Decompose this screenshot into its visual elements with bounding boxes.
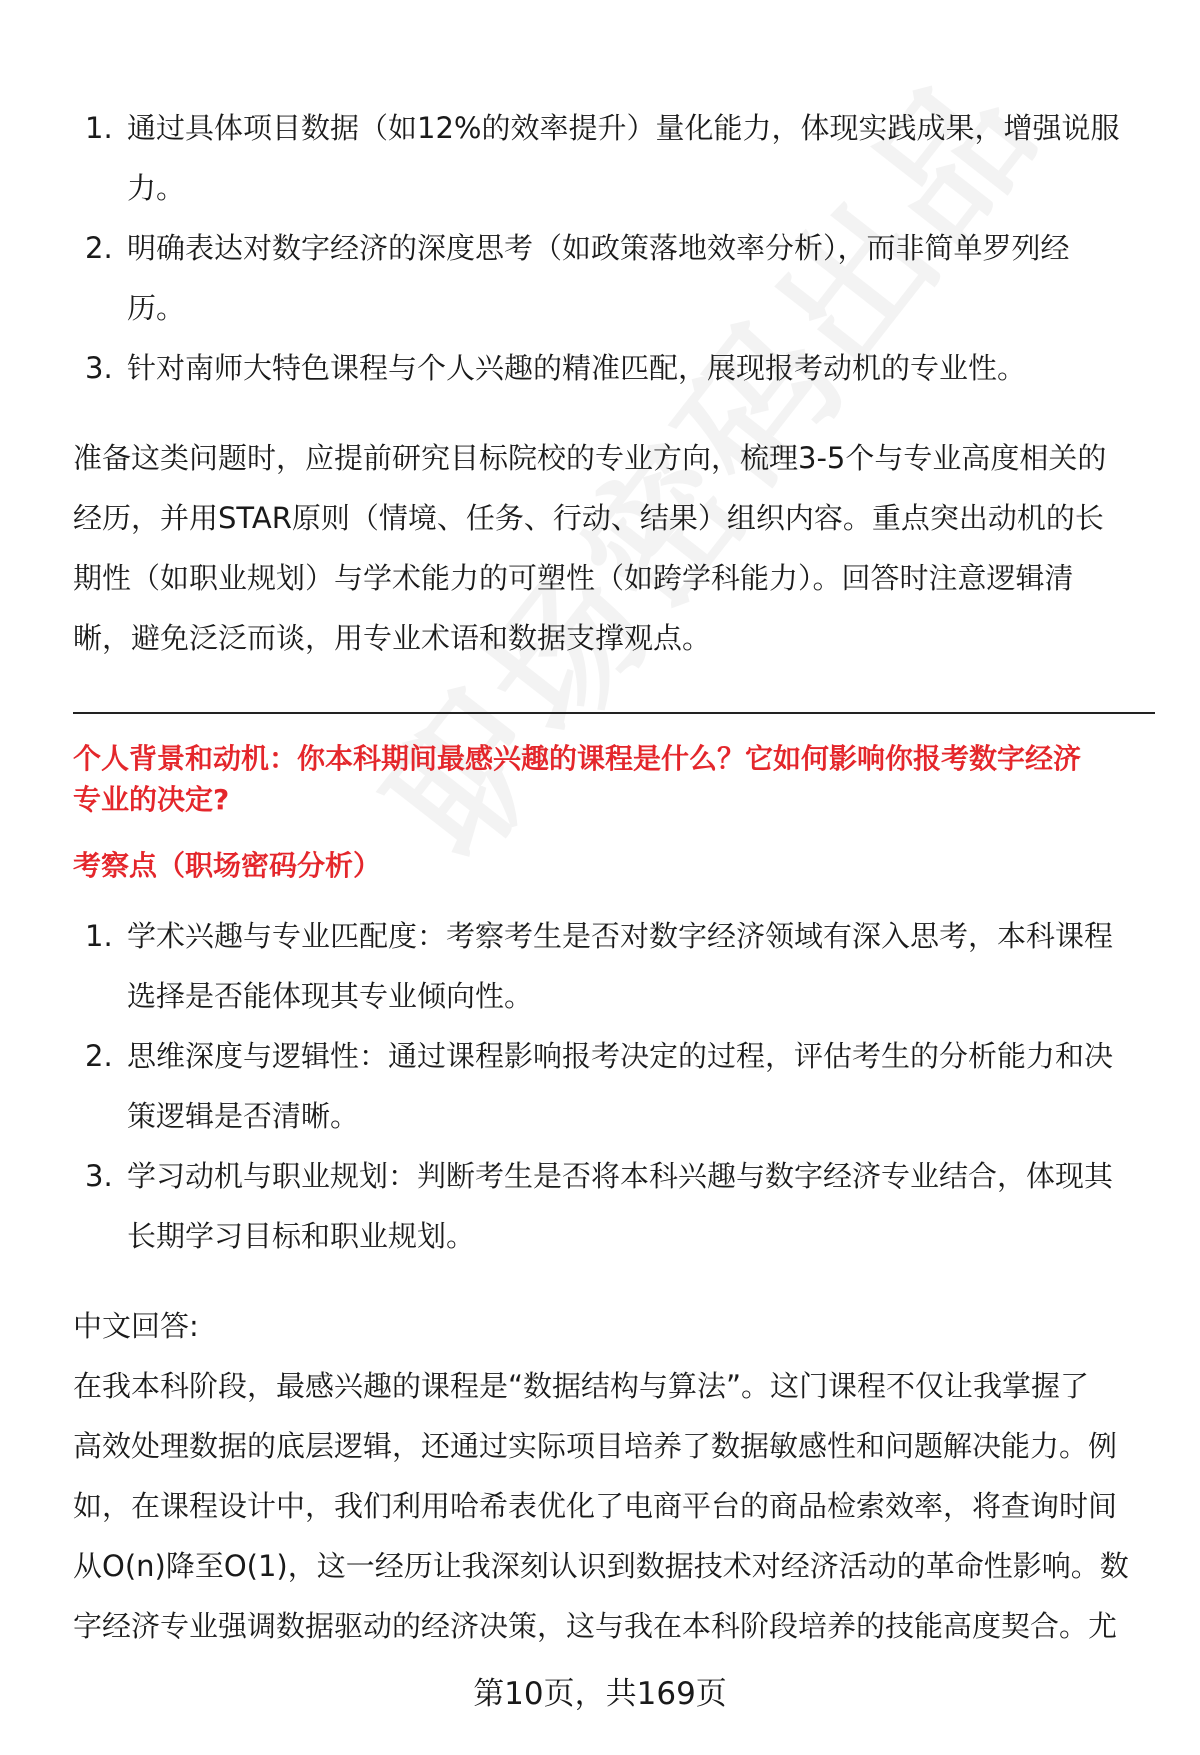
section-divider: [73, 712, 1155, 714]
paragraph-line: 在我本科阶段，最感兴趣的课程是“数据结构与算法”。这门课程不仅让我掌握了: [73, 1369, 1090, 1403]
page-number-footer: 第10页，共169页: [473, 1676, 727, 1712]
list-number: 3.: [85, 351, 113, 385]
list-number: 1.: [85, 919, 113, 953]
list-text-line: 学习动机与职业规划：判断考生是否将本科兴趣与数字经济专业结合，体现其: [127, 1159, 1114, 1193]
list-item: [73, 1146, 1153, 1266]
list-number: 1.: [85, 111, 113, 145]
list-number: 2.: [85, 231, 113, 265]
paragraph-line: 期性（如职业规划）与学术能力的可塑性（如跨学科能力）。回答时注意逻辑清: [73, 561, 1074, 595]
list-number: 2.: [85, 1039, 113, 1073]
prep-paragraph: [73, 428, 1153, 668]
list-item: [73, 338, 1153, 398]
strength-list: [73, 98, 1153, 398]
analysis-list: [73, 906, 1153, 1266]
paragraph-line: 准备这类问题时，应提前研究目标院校的专业方向，梳理3-5个与专业高度相关的: [73, 441, 1107, 475]
paragraph-line: 从O(n)降至O(1)，这一经历让我深刻认识到数据技术对经济活动的革命性影响。数: [73, 1549, 1129, 1583]
answer-paragraph: [73, 1356, 1153, 1656]
list-text-line: 明确表达对数字经济的深度思考（如政策落地效率分析），而非简单罗列经: [127, 231, 1070, 265]
paragraph-line: 如，在课程设计中，我们利用哈希表优化了电商平台的商品检索效率，将查询时间: [73, 1489, 1118, 1523]
paragraph-line: 经历，并用STAR原则（情境、任务、行动、结果）组织内容。重点突出动机的长: [73, 501, 1104, 535]
list-item: [73, 906, 1153, 1026]
question-heading: [73, 738, 1153, 820]
paragraph-line: 高效处理数据的底层逻辑，还通过实际项目培养了数据敏感性和问题解决能力。例: [73, 1429, 1118, 1463]
list-text-line: 学术兴趣与专业匹配度：考察考生是否对数字经济领域有深入思考，本科课程: [127, 919, 1114, 953]
list-text-line: 通过具体项目数据（如12%的效率提升）量化能力，体现实践成果，增强说服: [127, 111, 1120, 145]
page-content: [73, 98, 1153, 1656]
list-item: [73, 98, 1153, 218]
question-line: 专业的决定?: [73, 783, 230, 816]
list-text-line: 针对南师大特色课程与个人兴趣的精准匹配，展现报考动机的专业性。: [127, 351, 1027, 385]
list-text-line: 历。: [127, 291, 186, 325]
list-text-line: 力。: [127, 171, 186, 205]
list-text-line: 长期学习目标和职业规划。: [127, 1219, 476, 1253]
list-item: [73, 218, 1153, 338]
list-text-line: 思维深度与逻辑性：通过课程影响报考决定的过程，评估考生的分析能力和决: [127, 1039, 1114, 1073]
answer-label: 中文回答:: [73, 1309, 199, 1343]
analysis-title: 考察点（职场密码分析）: [73, 849, 382, 882]
list-text-line: 策逻辑是否清晰。: [127, 1099, 360, 1133]
paragraph-line: 字经济专业强调数据驱动的经济决策，这与我在本科阶段培养的技能高度契合。尤: [73, 1609, 1118, 1643]
question-line: 个人背景和动机：你本科期间最感兴趣的课程是什么？它如何影响你报考数字经济: [73, 742, 1082, 775]
list-text-line: 选择是否能体现其专业倾向性。: [127, 979, 534, 1013]
paragraph-line: 晰，避免泛泛而谈，用专业术语和数据支撑观点。: [73, 621, 712, 655]
list-item: [73, 1026, 1153, 1146]
list-number: 3.: [85, 1159, 113, 1193]
